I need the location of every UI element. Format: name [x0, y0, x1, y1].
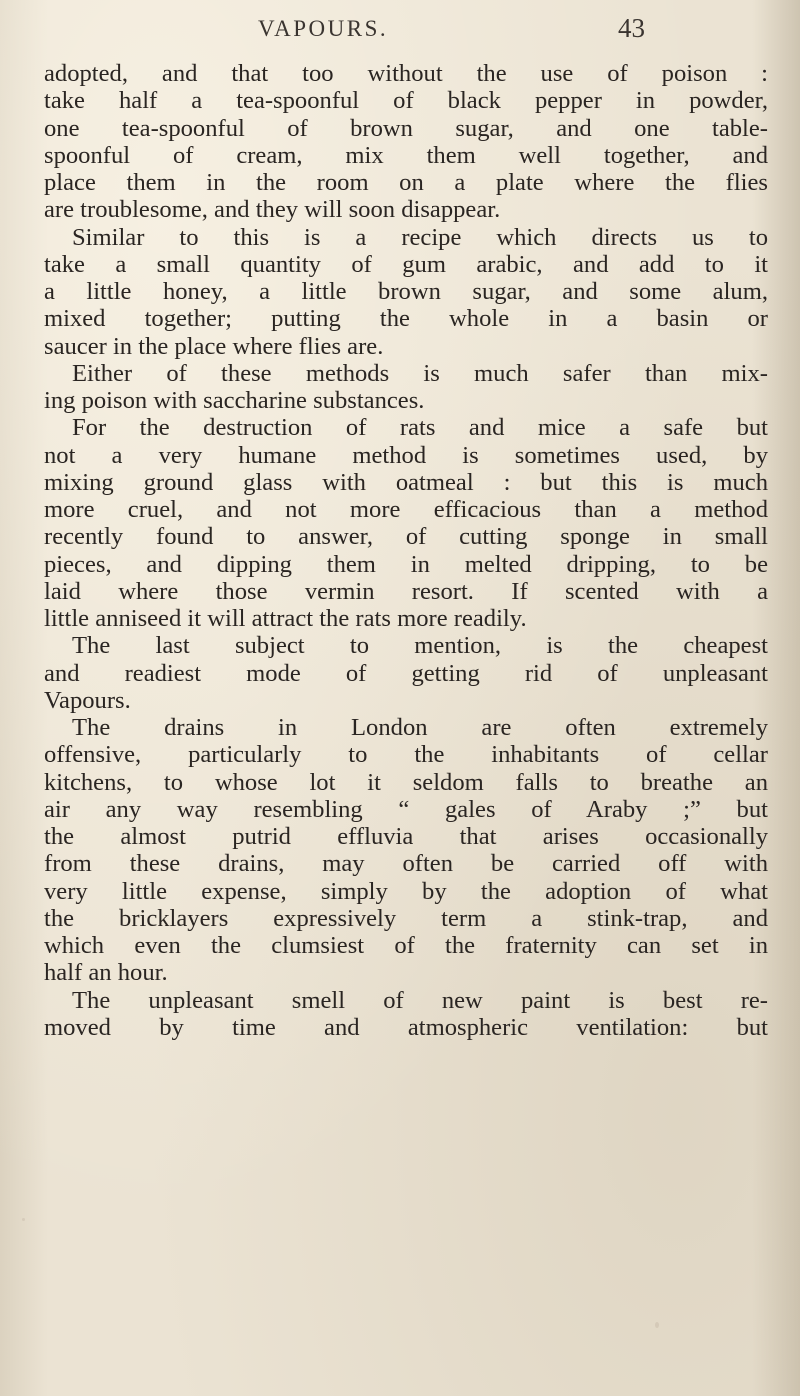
text-line: mixing ground glass with oatmeal : but this is much [44, 468, 768, 496]
text-line: The drains in London are often extremely [72, 714, 768, 741]
text-line: spoonful of cream, mix them well together, and [44, 141, 768, 169]
text-line: which even the clumsiest of the fraternity can set in [44, 932, 768, 959]
text-line: and readiest mode of getting rid of unpleasant [44, 659, 768, 687]
text-line: little anniseed it will attract the rats more readily. [44, 605, 527, 632]
text-line: offensive, particularly to the inhabitants of cellar [44, 741, 768, 769]
text-line: from these drains, may often be carried off with [44, 850, 768, 878]
text-line: the almost putrid effluvia that arises occasionally [44, 823, 768, 850]
text-line: For the destruction of rats and mice a safe but [72, 414, 768, 442]
running-title: VAPOURS. [258, 16, 389, 41]
page-number: 43 [618, 13, 645, 43]
text-line: The last subject to mention, is the cheapest [72, 632, 768, 660]
text-line: take half a tea-spoonful of black pepper in powder, [44, 87, 768, 115]
text-line: laid where those vermin resort. If scented with a [44, 577, 768, 605]
text-line: not a very humane method is sometimes used, by [44, 441, 768, 469]
text-line: more cruel, and not more efficacious than a method [44, 496, 768, 523]
text-line: place them in the room on a plate where the flies [44, 169, 768, 196]
text-line: half an hour. [44, 959, 168, 987]
text-line: are troublesome, and they will soon disappear. [44, 196, 501, 224]
text-line: take a small quantity of gum arabic, and add to it [44, 250, 768, 278]
text-line: recently found to answer, of cutting sponge in small [44, 523, 768, 551]
paper-blemish [655, 1322, 659, 1328]
text-line: pieces, and dipping them in melted dripping, to be [44, 550, 768, 578]
body-text [44, 60, 768, 1041]
text-line: mixed together; putting the whole in a basin or [44, 305, 768, 333]
text-line: kitchens, to whose lot it seldom falls to breathe an [44, 768, 768, 796]
text-line: the bricklayers expressively term a stink-trap, and [44, 904, 768, 932]
text-line: very little expense, simply by the adoption of what [44, 877, 768, 905]
text-line: Vapours. [44, 686, 131, 714]
text-line: air any way resembling “ gales of Araby ;” but [44, 795, 768, 823]
text-line: ing poison with saccharine substances. [44, 387, 425, 414]
paper-blemish [22, 1218, 25, 1221]
text-line: adopted, and that too without the use of poison : [44, 60, 768, 87]
running-head [0, 8, 800, 48]
text-line: Either of these methods is much safer than mix- [72, 359, 768, 387]
text-line: saucer in the place where flies are. [44, 332, 384, 360]
text-line: one tea-spoonful of brown sugar, and one table- [44, 114, 768, 142]
text-line: a little honey, a little brown sugar, and some alum, [44, 278, 768, 305]
text-line: Similar to this is a recipe which directs us to [72, 223, 768, 251]
text-line: moved by time and atmospheric ventilation: but [44, 1013, 768, 1041]
text-line: The unpleasant smell of new paint is best re- [72, 986, 768, 1014]
